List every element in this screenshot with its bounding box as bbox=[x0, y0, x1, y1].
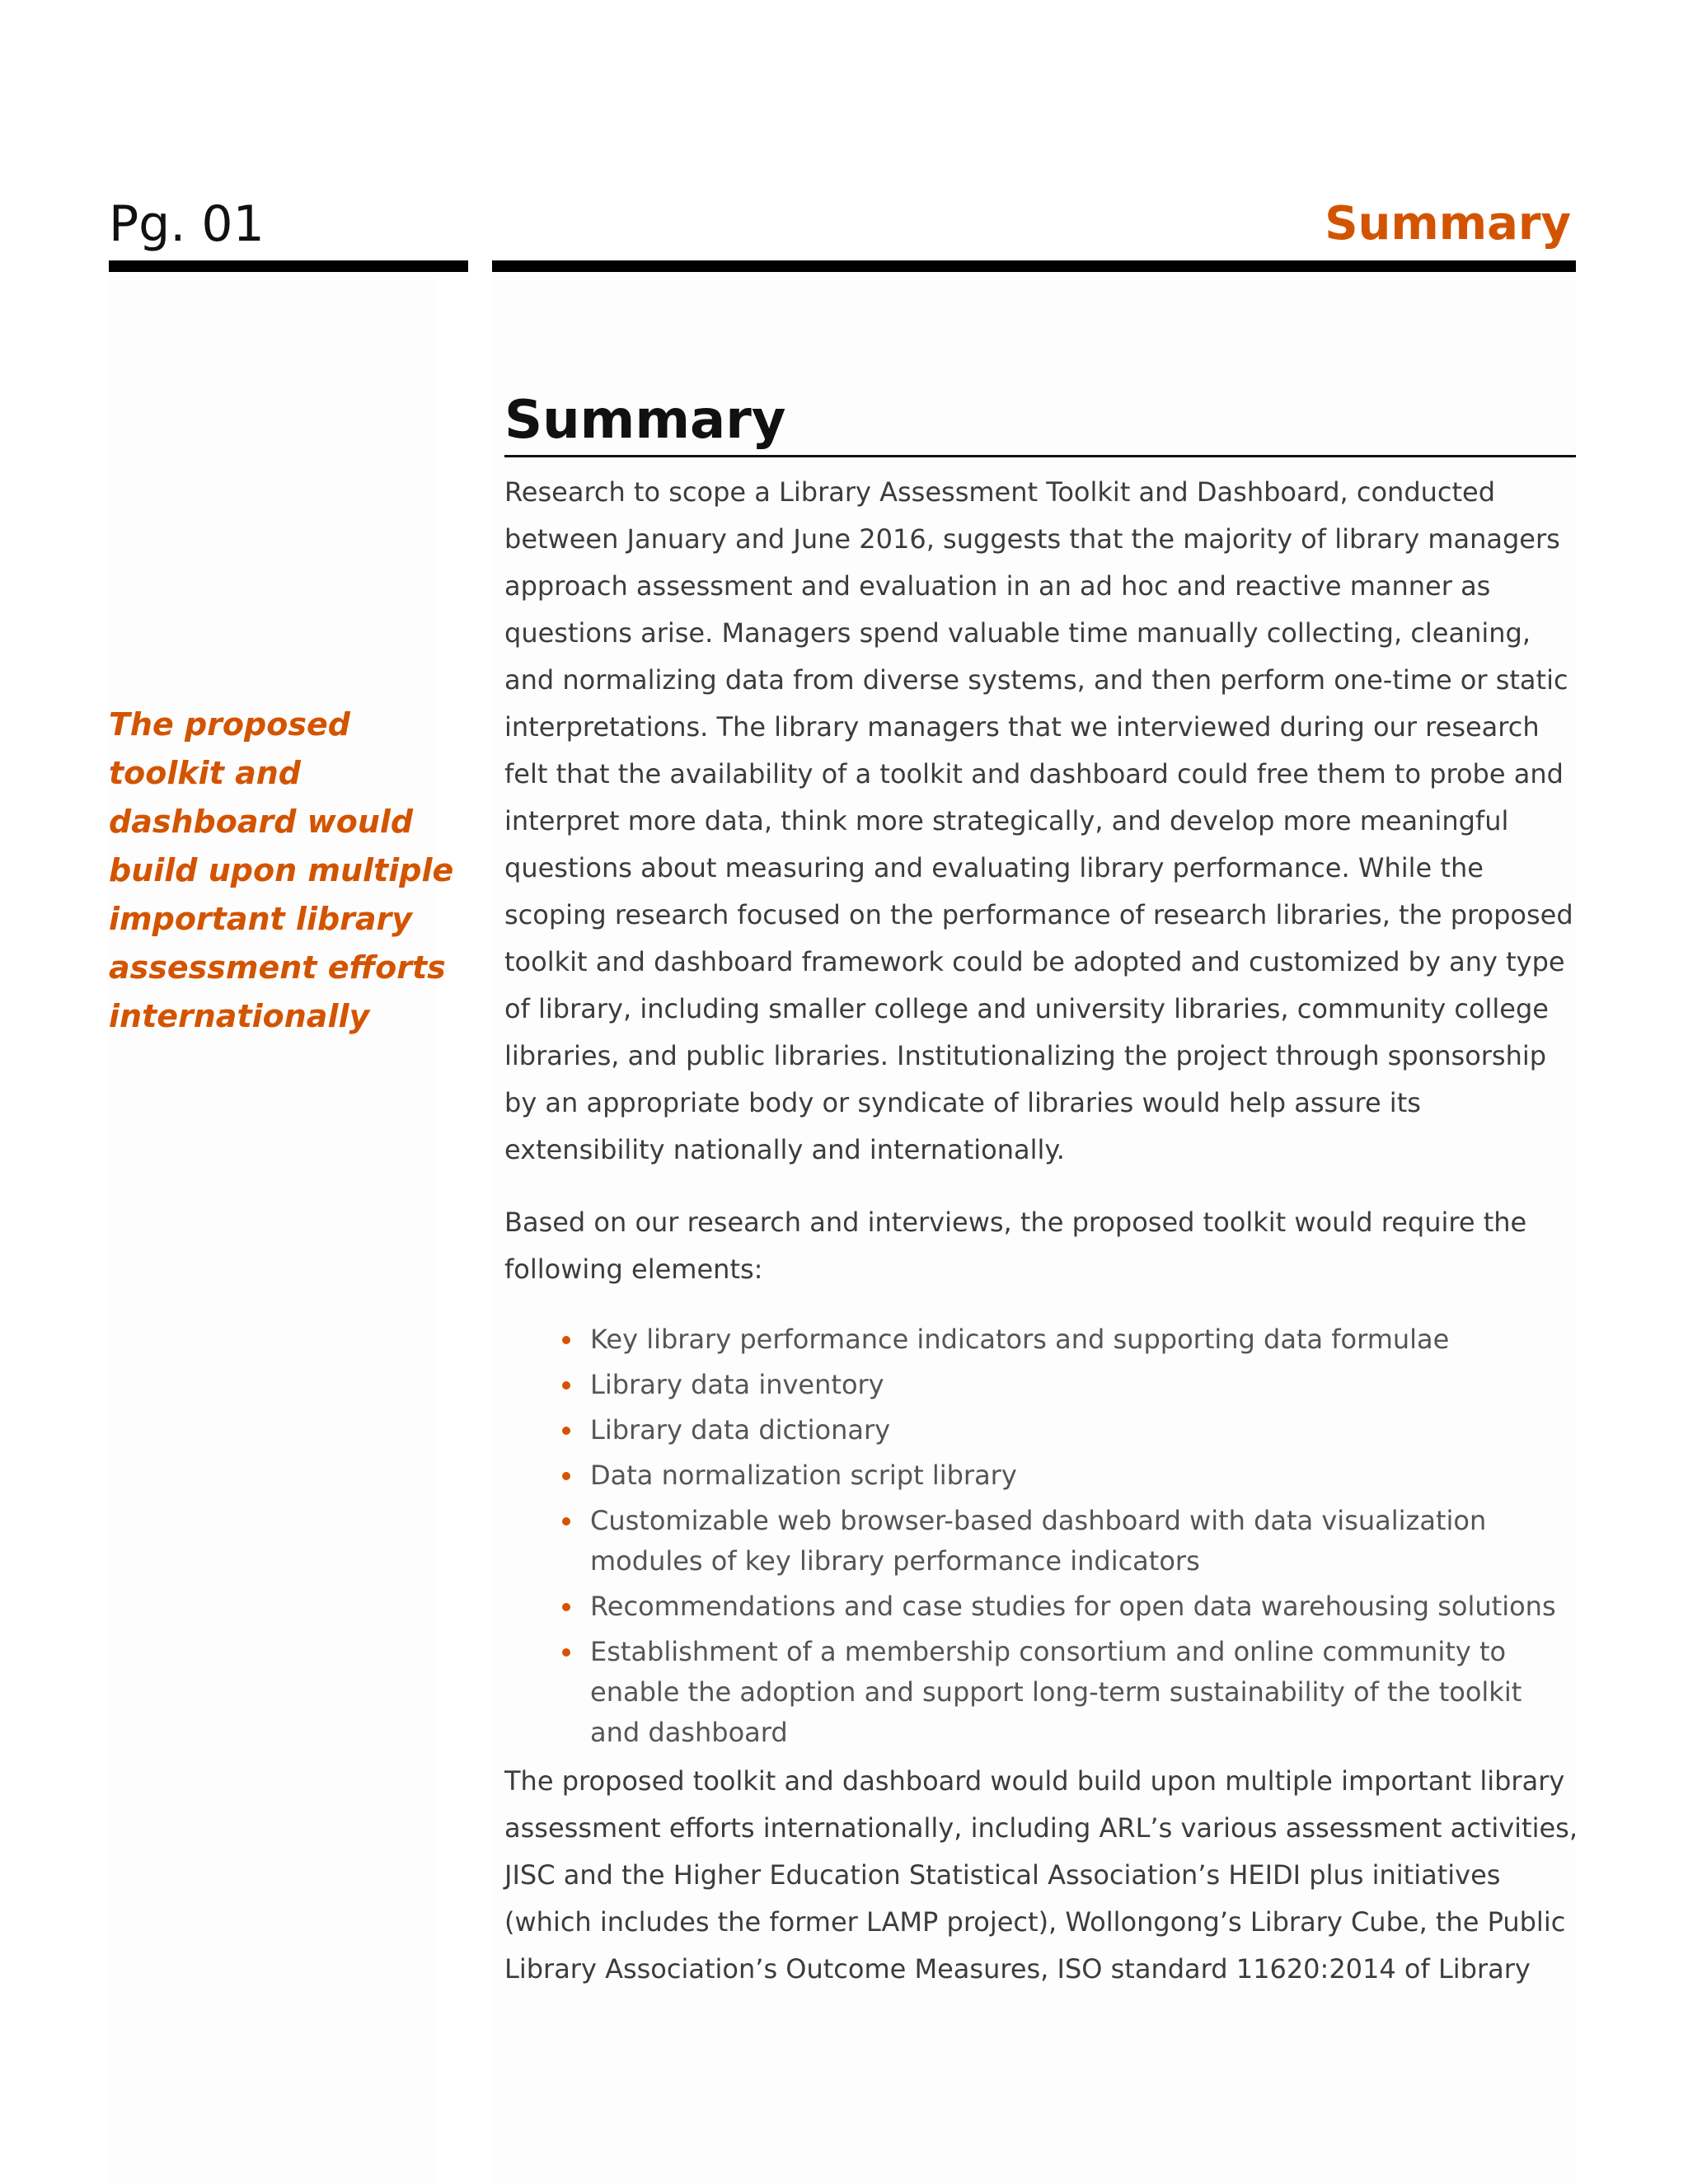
summary-paragraph-2: Based on our research and interviews, the proposed toolkit would require the following elements: bbox=[504, 1207, 1527, 1285]
summary-paragraph-3: The proposed toolkit and dashboard would build upon multiple important library assessment efforts internationally, including ARL’s various assessment activities, JISC and the Higher Education Statistical Association’s HEIDI plus initiatives (which includes the former LAMP project), Wollongong’s Library Cube, the Public Library Association’s Outcome Measures, ISO standard 11620:2014 of Library bbox=[504, 1765, 1578, 1985]
list-item: Key library performance indicators and supporting data formulae bbox=[590, 1319, 1578, 1360]
list-item: Data normalization script library bbox=[590, 1455, 1578, 1496]
section-title: Summary bbox=[504, 387, 1576, 457]
list-item: Library data inventory bbox=[590, 1365, 1578, 1405]
header-rule-left bbox=[109, 260, 468, 272]
list-item: Customizable web browser-based dashboard with data visualization modules of key library performance indicators bbox=[590, 1501, 1578, 1582]
main-content bbox=[504, 469, 1578, 1993]
page-number: Pg. 01 bbox=[109, 195, 265, 253]
summary-paragraph-1: Research to scope a Library Assessment Toolkit and Dashboard, conducted between January and June 2016, suggests that the majority of library managers approach assessment and evaluation in an ad hoc and reactive manner as questions arise. Managers spend valuable time manually collecting, cleaning, and normalizing data from diverse systems, and then perform one-time or static interpretations. The library managers that we interviewed during our research felt that the availability of a toolkit and dashboard could free them to probe and interpret more data, think more strategically, and develop more meaningful questions about measuring and evaluating library performance. While the scoping research focused on the performance of research libraries, the proposed toolkit and dashboard framework could be adopted and customized by any type of library, including smaller college and university libraries, community college libraries, and public libraries. Institutionalizing the project through sponsorship by an appropriate body or syndicate of libraries would help assure its extensibility nationally and internationally. bbox=[504, 476, 1573, 1165]
toolkit-elements-list bbox=[504, 1319, 1578, 1753]
header-section-label: Summary bbox=[1325, 197, 1571, 251]
sidebar-pull-quote: The proposed toolkit and dashboard would build upon multiple important library assessment efforts internationally bbox=[109, 706, 454, 1034]
list-item: Library data dictionary bbox=[590, 1410, 1578, 1451]
header-rule-right bbox=[492, 260, 1576, 272]
sidebar-background bbox=[107, 276, 437, 2184]
list-item: Establishment of a membership consortium and online community to enable the adoption and support long-term sustainability of the toolkit and dashboard bbox=[590, 1632, 1578, 1753]
list-item: Recommendations and case studies for open data warehousing solutions bbox=[590, 1586, 1578, 1627]
